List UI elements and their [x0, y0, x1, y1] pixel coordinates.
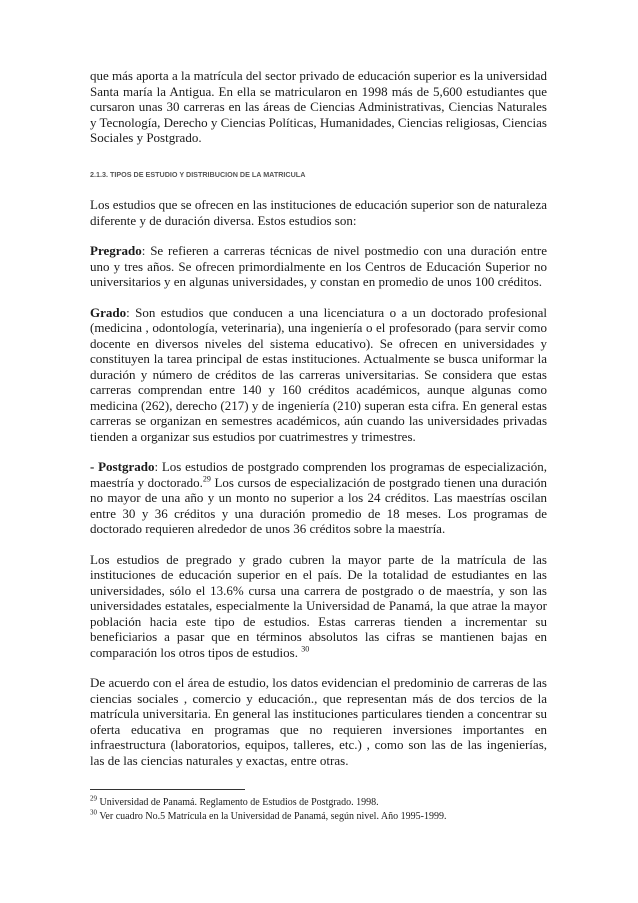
- term-postgrado: - Postgrado: [90, 459, 155, 474]
- paragraph-enrollment: [90, 552, 547, 661]
- paragraph-postgrado: [90, 459, 547, 537]
- footnote-30: [90, 808, 547, 823]
- postgrado-text-b: Los cursos de especialización de postgrado tienen una duración no mayor de una año y un monto no superior a los 24 créditos. Las maestrías oscilan entre 30 y 36 créditos y una duración promedio de 18 meses. Los programas de doctorado requieren alrededor de unos 36 créditos sobre la maestría.: [90, 474, 547, 536]
- postgrado-text-a: : Los estudios de postgrado comprenden los programas de especialización, maestría y doctorado.: [90, 459, 547, 490]
- pregrado-text: : Se refieren a carreras técnicas de nivel postmedio con una duración entre uno y tres años. Se ofrecen primordialmente en los Centros de Educación Superior no universitarios y en algunas universidades, y constan en promedio de unos 100 créditos.: [90, 243, 547, 289]
- paragraph-grado: [90, 305, 547, 445]
- footnote-mark: 30: [90, 808, 97, 817]
- paragraph-intro: que más aporta a la matrícula del sector privado de educación superior es la universidad Santa maría la Antigua. En ella se matricularon en 1998 más de 5,600 estudiantes que cursaron unas 30 carreras en las áreas de Ciencias Administrativas, Ciencias Naturales y Tecnología, Derecho y Ciencias Políticas, Humanidades, Ciencias religiosas, Ciencias Sociales y Postgrado.: [90, 68, 547, 145]
- footnote-mark: 29: [90, 794, 97, 803]
- term-pregrado: Pregrado: [90, 243, 142, 258]
- page-body: [90, 68, 547, 768]
- footnote-divider: [90, 789, 245, 790]
- footnote-text: Universidad de Panamá. Reglamento de Estudios de Postgrado. 1998.: [97, 797, 379, 808]
- section-heading: 2.1.3. TIPOS DE ESTUDIO Y DISTRIBUCION DE LA MATRICULA: [90, 169, 306, 179]
- paragraph-study-area: De acuerdo con el área de estudio, los datos evidencian el predominio de carreras de las ciencias sociales , comercio y educación., que representan más de dos tercios de la matrícula universitaria. En general las instituciones particulares tienden a concentrar su oferta educativa en programas que no requieren inversiones importantes en infraestructura (laboratorios, equipos, talleres, etc.) , como son las de las ingenierías, las de las ciencias naturales y exactas, entre otras.: [90, 675, 547, 768]
- paragraph-study-types: Los estudios que se ofrecen en las instituciones de educación superior son de naturaleza diferente y de duración diversa. Estos estudios son:: [90, 197, 547, 228]
- footnote-ref-29[interactable]: 29: [202, 474, 211, 484]
- footnote-29: [90, 794, 547, 809]
- paragraph-pregrado: [90, 243, 547, 290]
- footnote-ref-30[interactable]: 30: [301, 644, 310, 654]
- grado-text: : Son estudios que conducen a una licenciatura o a un doctorado profesional (medicina , odontología, veterinaria), una ingeniería o el profesorado (para servir como docente en diversos niveles del sistema educativo). Se ofrecen en universidades y constituyen la tarea principal de estas instituciones. Actualmente se busca uniformar la duración y número de créditos de las carreras universitarias. Se considera que estas carreras comprendan entre 140 y 160 créditos académicos, aunque algunas como medicina (262), derecho (217) y de ingeniería (210) superan esta cifra. En general estas carreras se organizan en semestres académicos, aún cuando las universidades privadas tienden a organizar sus estudios por cuatrimestres y trimestres.: [90, 304, 547, 444]
- enrollment-text: Los estudios de pregrado y grado cubren la mayor parte de la matrícula de las instituciones de educación superior en el país. De la totalidad de estudiantes en las universidades, sólo el 13.6% cursa una carrera de postgrado o de maestría, y son las universidades estatales, especialmente la Universidad de Panamá, la que atrae la mayor población hacia este tipo de estudios. Estas carreras tienden a incrementar su beneficiarios a pasar que en términos absolutos las cifras se mantienen bajas en comparación los otros tipos de estudios.: [90, 551, 547, 660]
- term-grado: Grado: [90, 304, 127, 320]
- footnote-text: Ver cuadro No.5 Matrícula en la Universidad de Panamá, según nivel. Año 1995-1999.: [97, 811, 447, 822]
